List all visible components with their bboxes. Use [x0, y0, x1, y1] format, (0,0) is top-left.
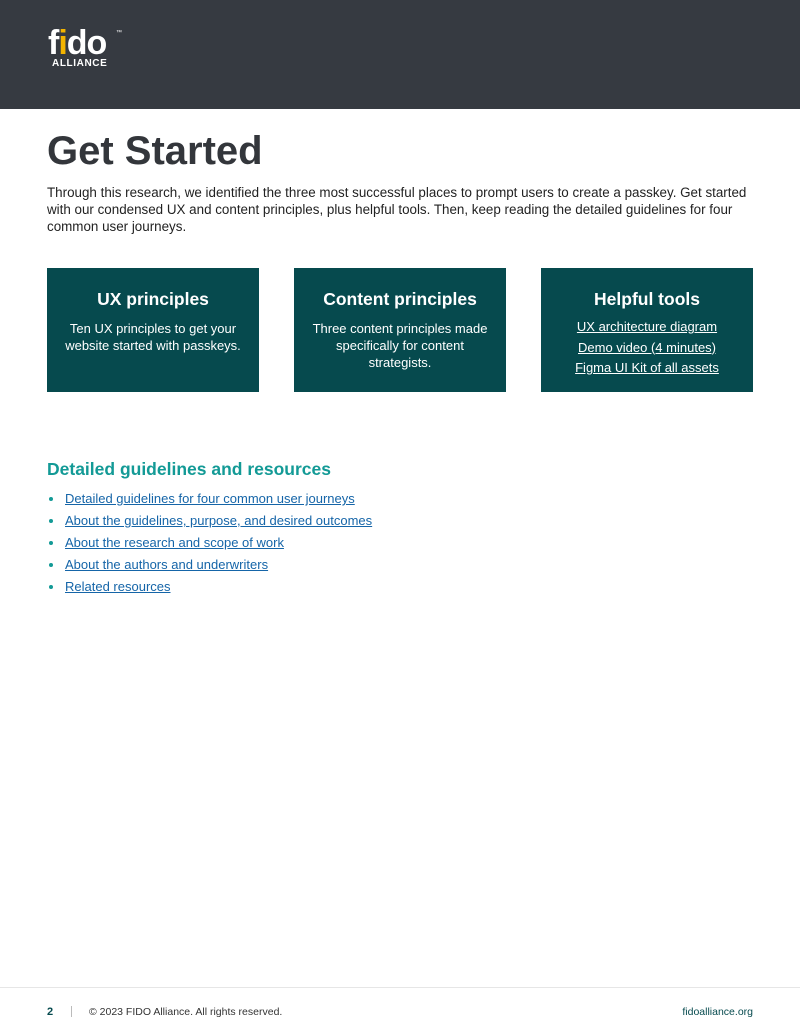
header-bar [0, 0, 800, 109]
bullet-icon [49, 519, 53, 523]
footer-separator [71, 1006, 72, 1017]
link-figma-ui-kit[interactable]: Figma UI Kit of all assets [575, 360, 719, 375]
bullet-icon [49, 563, 53, 567]
resources-list [47, 489, 372, 599]
link-related-resources[interactable]: Related resources [65, 579, 171, 594]
link-ux-architecture-diagram[interactable]: UX architecture diagram [576, 319, 718, 334]
card-title: Helpful tools [594, 289, 700, 309]
footer-divider [0, 987, 800, 988]
helpful-tools-links [541, 317, 753, 379]
copyright-text: © 2023 FIDO Alliance. All rights reserved. [89, 1006, 283, 1018]
list-item [47, 511, 372, 533]
footer-website-link[interactable]: fidoalliance.org [682, 1006, 753, 1018]
bullet-icon [49, 497, 53, 501]
bullet-icon [49, 541, 53, 545]
list-item [47, 555, 372, 577]
card-ux-principles[interactable] [47, 268, 259, 392]
fido-alliance-logo[interactable] [48, 26, 128, 70]
section-title-resources: Detailed guidelines and resources [47, 459, 331, 479]
logo-trademark: ™ [116, 30, 122, 36]
link-detailed-guidelines[interactable]: Detailed guidelines for four common user journeys [65, 491, 355, 506]
page-number: 2 [47, 1006, 54, 1018]
card-helpful-tools [541, 268, 753, 392]
logo-wordmark: fido [48, 24, 107, 62]
card-content-principles[interactable] [294, 268, 506, 392]
card-body: Three content principles made specifically for content strategists. [312, 321, 488, 370]
card-title: Content principles [323, 289, 477, 309]
logo-subtitle: ALLIANCE [52, 58, 108, 69]
bullet-icon [49, 585, 53, 589]
list-item [47, 577, 372, 599]
list-item [47, 533, 372, 555]
card-title: UX principles [97, 289, 209, 309]
link-about-guidelines[interactable]: About the guidelines, purpose, and desired outcomes [65, 513, 373, 528]
link-about-research[interactable]: About the research and scope of work [65, 535, 284, 550]
list-item [47, 489, 372, 511]
intro-paragraph: Through this research, we identified the three most successful places to prompt users to create a passkey. Get started with our condensed UX and content principles, plus helpful tools. Then, keep reading the detailed guidelines for four common user journeys. [47, 185, 747, 234]
link-about-authors[interactable]: About the authors and underwriters [65, 557, 269, 572]
link-demo-video[interactable]: Demo video (4 minutes) [578, 339, 716, 355]
card-body: Ten UX principles to get your website started with passkeys. [65, 321, 241, 353]
page-title: Get Started [47, 129, 263, 173]
